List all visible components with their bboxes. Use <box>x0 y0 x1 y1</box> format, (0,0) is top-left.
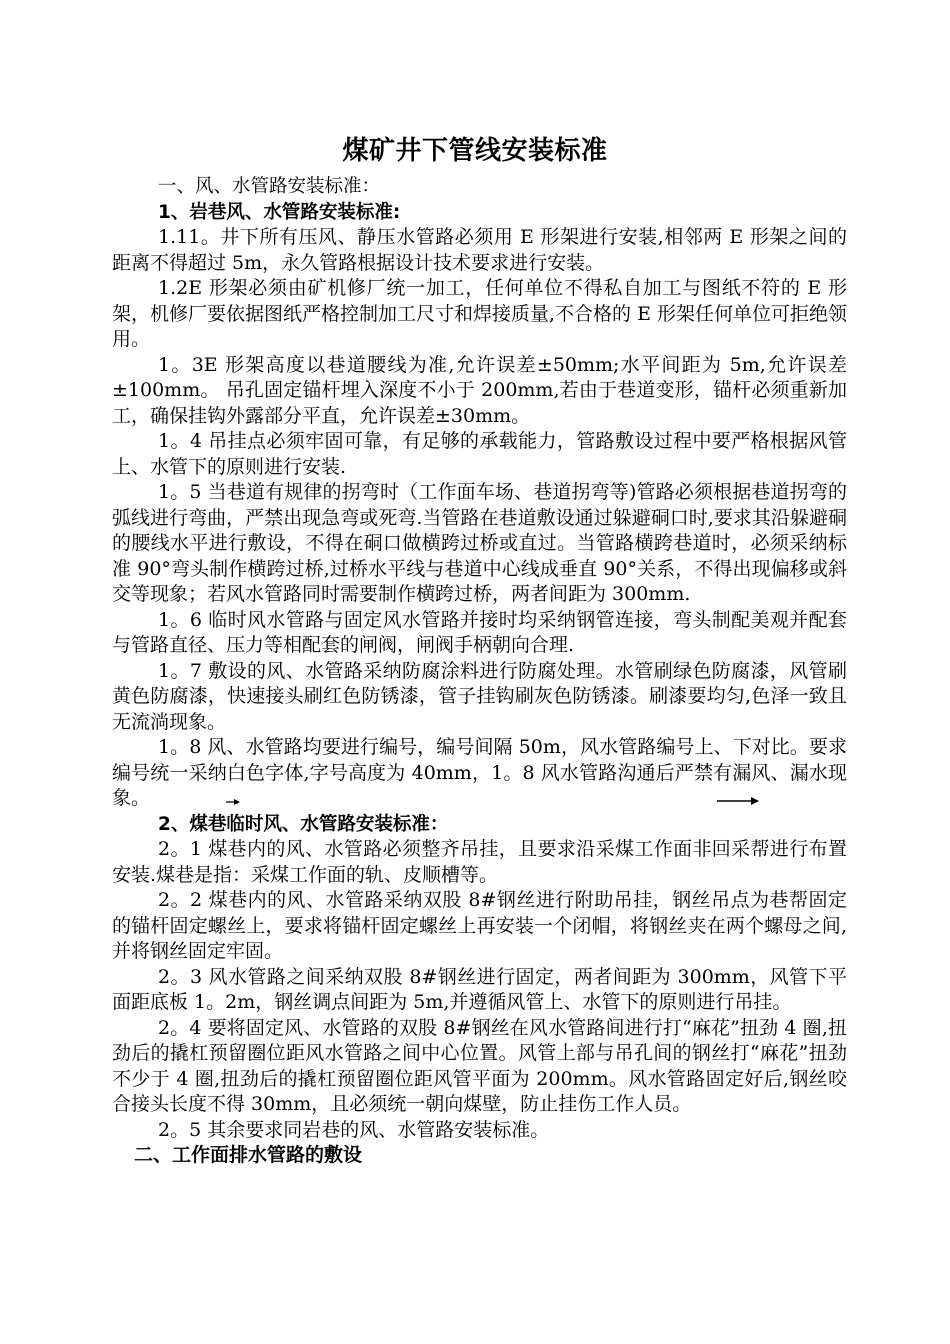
paragraph-1-11: 1.11。井下所有压风、静压水管路必须用 E 形架进行安装,相邻两 E 形架之间的距离不得超过 5m，永久管路根据设计技术要求进行安装。 <box>112 226 847 274</box>
paragraph-1-2: 1.2E 形架必须由矿机修厂统一加工，任何单位不得私自加工与图纸不符的 E 形架，机修厂要依据图纸严格控制加工尺寸和焊接质量,不合格的 E 形架任何单位可拒绝领用。 <box>112 277 847 350</box>
subsection-heading-coal-roadway: 2、煤巷临时风、水管路安装标准： <box>158 813 449 835</box>
paragraph-2-2: 2。2 煤巷内的风、水管路采纳双股 8#钢丝进行附助吊挂，钢丝吊点为巷帮固定的锚杆固定螺丝上，要求将锚杆固定螺丝上再安装一个闭帽，将钢丝夹在两个螺母之间,并将钢丝固定牢固。 <box>112 889 847 962</box>
small-arrow-icon <box>226 797 240 807</box>
paragraph-1-5: 1。5 当巷道有规律的拐弯时（工作面车场、巷道拐弯等)管路必须根据巷道拐弯的弧线进行弯曲，严禁出现急弯或死弯.当管路在巷道敷设通过躲避硐口时,要求其沿躲避硐的腰线水平进行敷设，不得在硐口做横跨过桥或直过。当管路横跨巷道时，必须采纳标准 90°弯头制作横跨过桥,过桥水平线与巷道中心线成垂直 90°关系，不得出现偏移或斜交等现象；若风水管路同时需要制作横跨过桥，两者间距为 300mm. <box>112 481 847 605</box>
section-heading-drainage: 二、工作面排水管路的敷设 <box>134 1144 363 1166</box>
document-title: 煤矿井下管线安装标准 <box>342 136 608 166</box>
paragraph-1-4: 1。4 吊挂点必须牢固可靠，有足够的承载能力，管路敷设过程中要严格根据风管上、水管下的原则进行安装. <box>112 430 847 478</box>
paragraph-2-1: 2。1 煤巷内的风、水管路必须整齐吊挂，且要求沿采煤工作面非回采帮进行布置安装.煤巷是指：采煤工作面的轨、皮顺槽等。 <box>112 838 847 886</box>
right-arrow-icon <box>717 796 759 806</box>
paragraph-1-8: 1。8 风、水管路均要进行编号，编号间隔 50m，风水管路编号上、下对比。要求编号统一采纳白色字体,字号高度为 40mm，1。8 风水管路沟通后严禁有漏风、漏水现象。 <box>112 736 847 809</box>
document-body <box>112 174 847 1169</box>
paragraph-1-7: 1。7 敷设的风、水管路采纳防腐涂料进行防腐处理。水管刷绿色防腐漆，风管刷黄色防腐漆，快速接头刷红色防锈漆，管子挂钩刷灰色防锈漆。刷漆要均匀,色泽一致且无流淌现象。 <box>112 659 847 733</box>
section-heading-wind-water: 一、风、水管路安装标准： <box>158 176 381 197</box>
paragraph-1-6: 1。6 临时风水管路与固定风水管路并接时均采纳钢管连接，弯头制配美观并配套与管路直径、压力等相配套的闸阀，闸阀手柄朝向合理. <box>112 608 847 656</box>
paragraph-1-3: 1。3E 形架高度以巷道腰线为准,允许误差±50mm;水平间距为 5m,允许误差±100mm。 吊孔固定锚杆埋入深度不小于 200mm,若由于巷道变形，锚杆必须重新加工，确保挂钩外露部分平直，允许误差±30mm。 <box>112 353 847 427</box>
paragraph-2-3: 2。3 风水管路之间采纳双股 8#钢丝进行固定，两者间距为 300mm，风管下平面距底板 1。2m，钢丝调点间距为 5m,并遵循风管上、水管下的原则进行吊挂。 <box>112 965 847 1013</box>
paragraph-2-5: 2。5 其余要求同岩巷的风、水管路安装标准。 <box>158 1118 550 1141</box>
paragraph-2-4: 2。4 要将固定风、水管路的双股 8#钢丝在风水管路间进行打“麻花”扭劲 4 圈,扭劲后的撬杠预留圈位距风水管路之间中心位置。风管上部与吊孔间的钢丝打“麻花”扭劲不少于 4 圈,扭劲后的撬杠预留圈位距风管平面为 200mm。风水管路固定好后,钢丝咬合接头长度不得 30mm，且必须统一朝向煤壁，防止挂伤工作人员。 <box>112 1016 847 1115</box>
subsection-heading-rock-roadway: 1、岩巷风、水管路安装标准: <box>158 201 401 223</box>
